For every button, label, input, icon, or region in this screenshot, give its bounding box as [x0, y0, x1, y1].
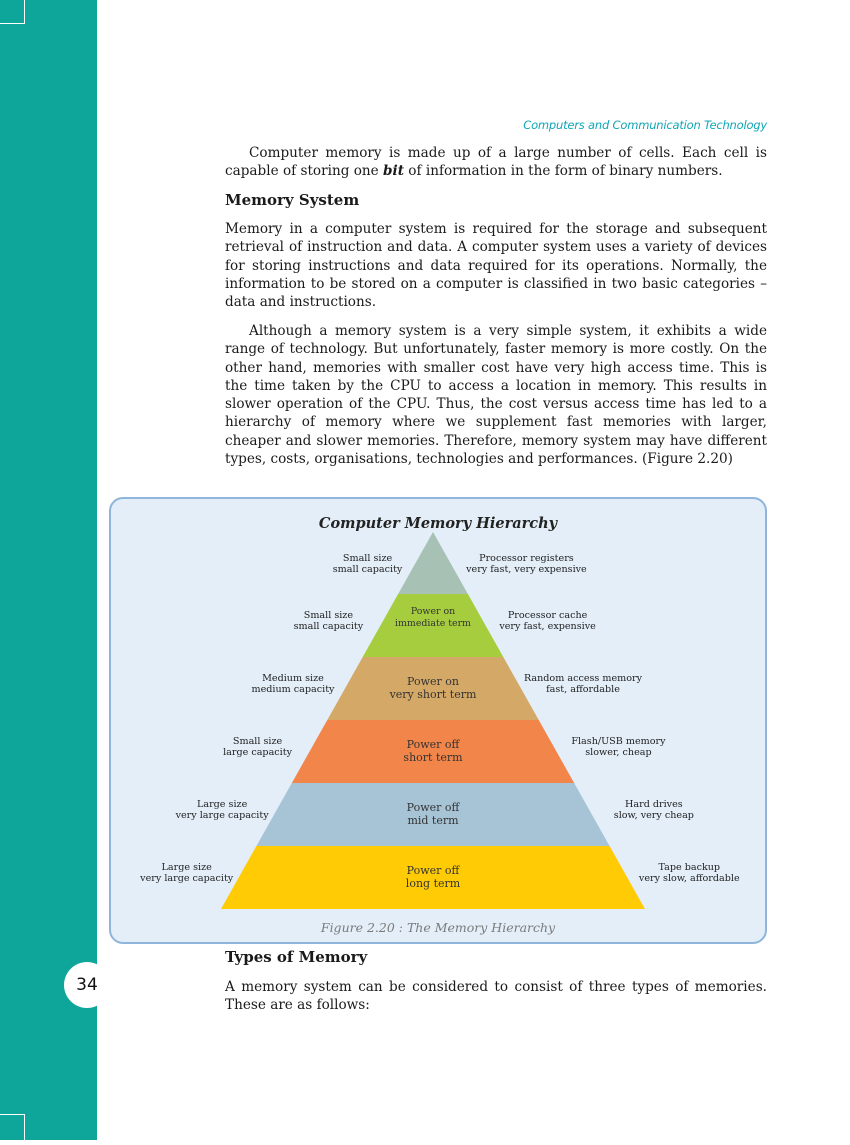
types-of-memory-heading: Types of Memory [225, 948, 368, 966]
pyramid-level-3-right-line: Random access memory [523, 672, 643, 684]
pyramid-level-6-right-label [639, 862, 740, 884]
pyramid-level-1-left-line: small capacity [332, 564, 403, 575]
pyramid-level-4-right-line: Flash/USB memory [571, 735, 666, 747]
pyramid-level-4-left-line: large capacity [223, 746, 293, 758]
pyramid-level-1-right-label [466, 553, 587, 575]
intro-bold-term: bit [383, 163, 404, 180]
intro-section [225, 144, 767, 181]
crop-mark-bottom [0, 1114, 25, 1145]
pyramid-level-4-middle-line: short term [403, 750, 463, 764]
pyramid-level-2-left-label [294, 610, 364, 632]
pyramid-level-3-middle-label [390, 676, 477, 701]
pyramid-level-1-left-line: Small size [342, 553, 393, 564]
types-of-memory-section [225, 948, 767, 966]
memory-system-section [225, 191, 767, 209]
pyramid-level-5-left-label [176, 799, 269, 821]
pyramid-level-3-middle-line: Power on [407, 675, 459, 688]
running-head: Computers and Communication Technology [523, 118, 767, 132]
pyramid-level-2-middle-label [395, 606, 471, 629]
pyramid-level-2-middle-line: Power on [410, 606, 456, 617]
pyramid-level-3-left-label [251, 673, 334, 695]
pyramid-level-4-right-label [571, 736, 665, 758]
pyramid-level-2-left-line: small capacity [293, 620, 364, 632]
figure-title: Computer Memory Hierarchy [318, 515, 558, 532]
types-of-memory-para: A memory system can be considered to consist of three types of memories. These are as follows: [225, 979, 767, 1014]
pyramid-level-1-right-line: Processor registers [479, 553, 574, 564]
pyramid-level-1-right-line: very fast, very expensive [466, 564, 587, 575]
pyramid-level-2-left-line: Small size [303, 609, 354, 621]
pyramid-level-6-left-line: Large size [161, 861, 212, 873]
intro-text-after: of information in the form of binary numbers. [403, 163, 723, 180]
memory-system-body [225, 220, 767, 311]
pyramid-level-5-right-label [614, 799, 694, 821]
pyramid-level-6-middle-line: long term [405, 876, 461, 890]
intro-paragraph [225, 144, 767, 181]
pyramid-level-4-right-line: slower, cheap [585, 746, 652, 758]
pyramid-level-1-left-label [333, 553, 403, 575]
pyramid-level-3-left-line: medium capacity [251, 683, 335, 695]
pyramid-level-6-left-label [140, 862, 233, 884]
pyramid-level-2-middle-line: immediate term [395, 617, 471, 629]
pyramid-level-5-right-line: slow, very cheap [613, 809, 694, 821]
pyramid-level-6-right-line: Tape backup [658, 861, 721, 873]
pyramid-level-1 [398, 532, 468, 594]
page-number: 34 [64, 962, 110, 1008]
memory-system-para1: Memory in a computer system is required for the storage and subsequent retrieval of instruction and data. A computer system uses a variety of devices for storing instructions and data required for its operations. Normally, the information to be stored on a computer is classified in two basic categories – data and instructions. [225, 221, 767, 311]
pyramid-level-6-left-line: very large capacity [140, 872, 234, 884]
pyramid-level-5-left-line: Large size [196, 798, 248, 810]
types-of-memory-body [225, 978, 767, 1015]
pyramid-level-3-right-line: fast, affordable [546, 683, 620, 695]
memory-hierarchy-figure [109, 497, 767, 944]
pyramid-level-4-left-label [223, 736, 292, 758]
figure-caption: Figure 2.20 : The Memory Hierarchy [320, 920, 556, 935]
pyramid-level-3-right-label [524, 673, 642, 695]
pyramid-level-4-left-line: Small size [232, 735, 283, 747]
pyramid-level-2-right-label [499, 610, 595, 632]
pyramid-level-4-middle-line: Power off [406, 738, 460, 751]
pyramid-level-6-middle-label [406, 865, 460, 890]
pyramid-level-4-middle-label [403, 739, 462, 764]
pyramid-level-5-middle-line: mid term [407, 813, 459, 827]
intro-text-before: Computer memory is made up of a large number of cells. Each cell is capable of storing one [225, 145, 767, 180]
pyramid-level-2-right-line: very fast, expensive [499, 620, 596, 632]
pyramid-level-3-left-line: Medium size [262, 672, 324, 684]
memory-system-para2: Although a memory system is a very simple system, it exhibits a wide range of technology. But unfortunately, faster memory is more costly. On the other hand, memories with smaller cost have very high access time. This is the time taken by the CPU to access a location in memory. This results in slower operation of the CPU. Thus, the cost versus access time has led to a hierarchy of memory where we supplement fast memories with larger, cheaper and slower memories. Therefore, memory system may have different types, costs, organisations, technologies and performances. (Figure 2.20) [225, 323, 767, 468]
pyramid-level-5-right-line: Hard drives [625, 798, 683, 810]
memory-system-body-2 [225, 322, 767, 468]
pyramid-level-5-middle-label [407, 802, 460, 827]
pyramid-level-6-middle-line: Power off [406, 864, 460, 877]
pyramid-level-2-right-line: Processor cache [507, 609, 588, 621]
pyramid-level-6-right-line: very slow, affordable [638, 872, 740, 884]
pyramid-level-5-left-line: very large capacity [175, 809, 269, 821]
pyramid-level-5-middle-line: Power off [406, 801, 460, 814]
memory-system-heading: Memory System [225, 191, 360, 209]
crop-mark-top [0, 0, 25, 24]
pyramid-level-3-middle-line: very short term [389, 687, 477, 701]
